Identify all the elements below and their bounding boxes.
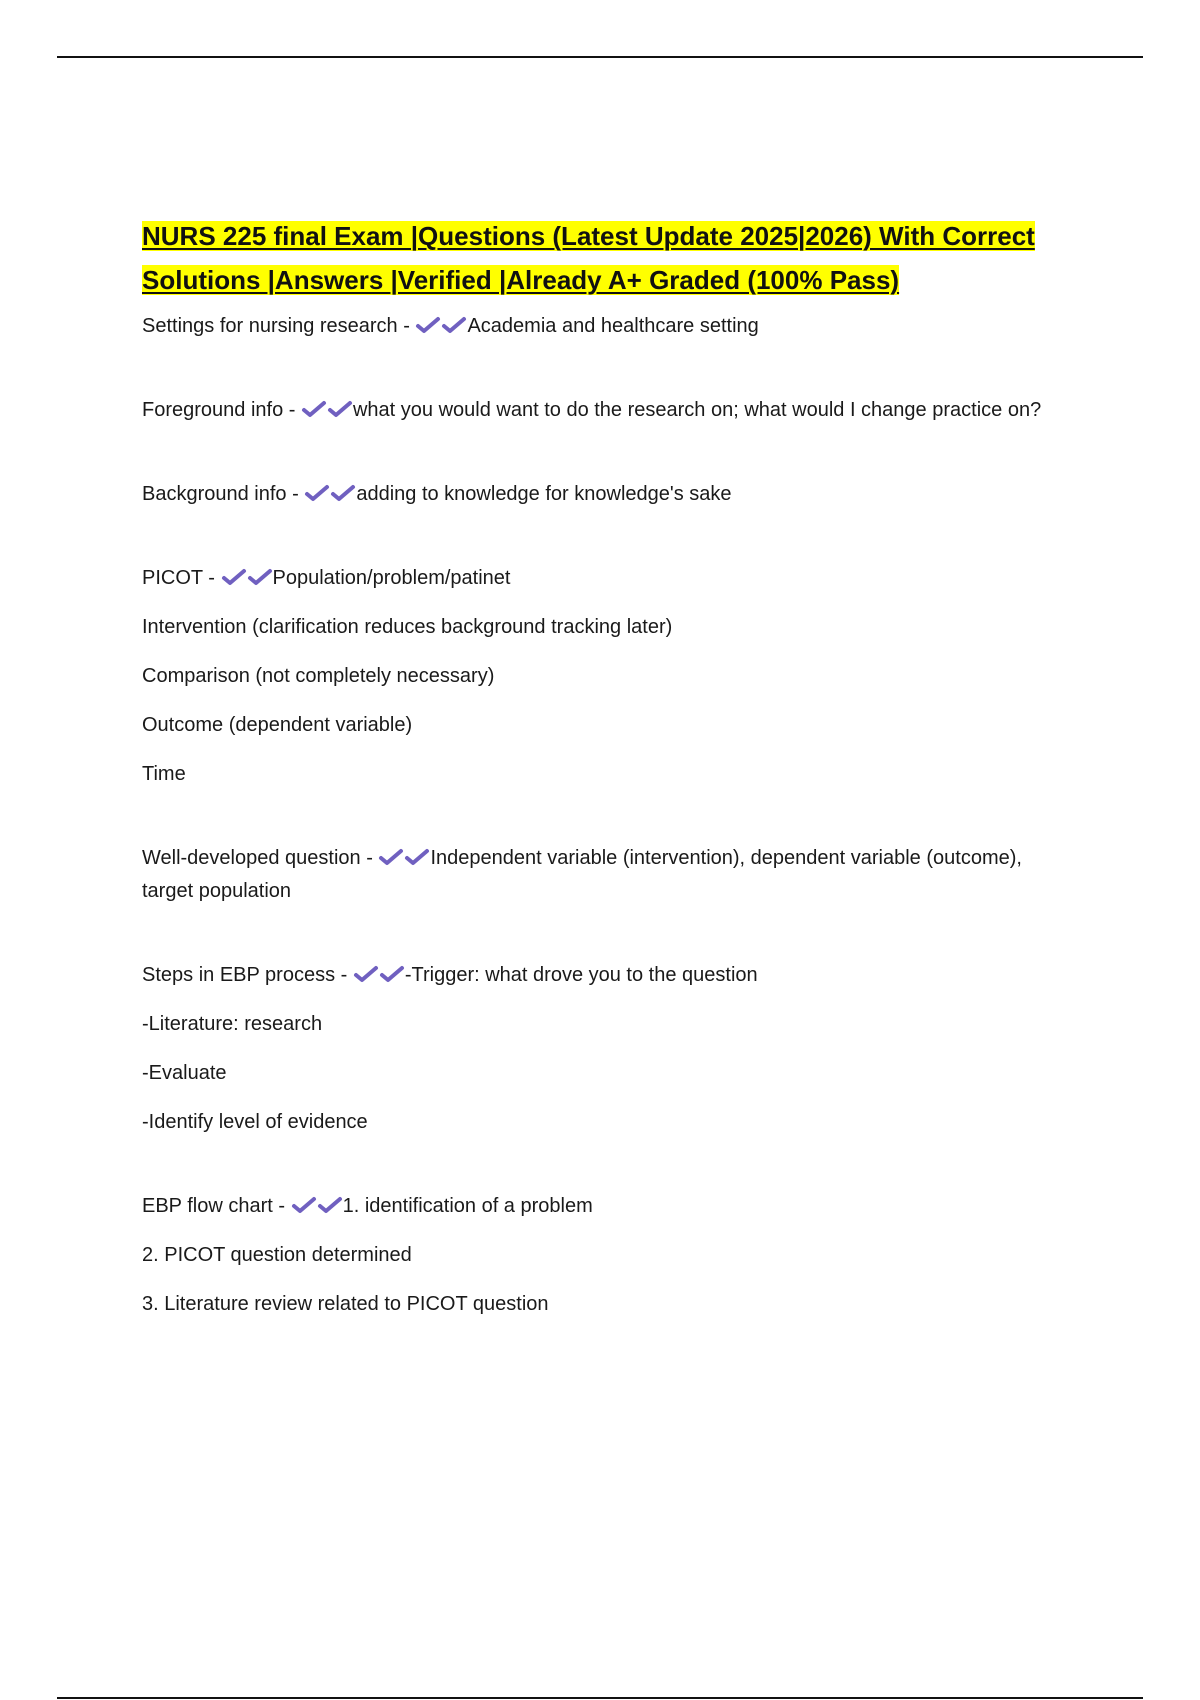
qa-item bbox=[142, 842, 1072, 908]
qa-answer-text: Academia and healthcare setting bbox=[467, 315, 759, 337]
checkmarks bbox=[378, 847, 430, 869]
document-title-text: NURS 225 final Exam |Questions (Latest Update 2025|2026) With Correct Solutions |Answers |Verified |Already A+ Graded (100% Pass) bbox=[142, 221, 1035, 295]
qa-answer-line bbox=[142, 660, 1072, 693]
checkmark-icon bbox=[304, 483, 330, 503]
checkmark-icon bbox=[379, 964, 405, 984]
qa-answer-text: 2. PICOT question determined bbox=[142, 1244, 412, 1266]
qa-term: Background info - bbox=[142, 483, 299, 505]
qa-term: Foreground info - bbox=[142, 399, 296, 421]
qa-answer-text: Intervention (clarification reduces background tracking later) bbox=[142, 616, 673, 638]
qa-answer-text: Independent variable (intervention), dependent variable (outcome), target population bbox=[142, 847, 1022, 902]
checkmark-icon bbox=[221, 567, 247, 587]
qa-answer-text: Time bbox=[142, 763, 186, 785]
qa-question-line bbox=[142, 478, 1072, 511]
qa-answer-text: adding to knowledge for knowledge's sake bbox=[356, 483, 732, 505]
qa-answer-line bbox=[142, 1008, 1072, 1041]
qa-answer-text: -Identify level of evidence bbox=[142, 1111, 368, 1133]
checkmark-icon bbox=[327, 399, 353, 419]
qa-term: PICOT - bbox=[142, 567, 215, 589]
qa-question-line bbox=[142, 959, 1072, 992]
qa-question-line bbox=[142, 1190, 1072, 1223]
checkmark-icon bbox=[353, 964, 379, 984]
qa-answer-text: Outcome (dependent variable) bbox=[142, 714, 413, 736]
qa-answer-text: -Evaluate bbox=[142, 1062, 227, 1084]
qa-question-line bbox=[142, 310, 1072, 343]
checkmark-icon bbox=[291, 1195, 317, 1215]
qa-answer-text: -Literature: research bbox=[142, 1013, 323, 1035]
qa-term: Well-developed question - bbox=[142, 847, 373, 869]
qa-question-line bbox=[142, 394, 1072, 427]
qa-item bbox=[142, 478, 1072, 511]
qa-answer-line bbox=[142, 1239, 1072, 1272]
checkmark-icon bbox=[415, 315, 441, 335]
qa-answer-text: Comparison (not completely necessary) bbox=[142, 665, 495, 687]
qa-term: EBP flow chart - bbox=[142, 1195, 286, 1217]
qa-question-line bbox=[142, 562, 1072, 595]
checkmarks bbox=[221, 567, 273, 589]
qa-item bbox=[142, 310, 1072, 343]
qa-question-line bbox=[142, 842, 1072, 908]
qa-item bbox=[142, 562, 1072, 791]
checkmarks bbox=[304, 483, 356, 505]
checkmarks bbox=[301, 399, 353, 421]
checkmarks bbox=[415, 315, 467, 337]
checkmark-icon bbox=[247, 567, 273, 587]
qa-answer-text: what you would want to do the research on; what would I change practice on? bbox=[352, 399, 1042, 421]
checkmark-icon bbox=[330, 483, 356, 503]
qa-item bbox=[142, 394, 1072, 427]
checkmark-icon bbox=[441, 315, 467, 335]
document-body bbox=[142, 214, 1072, 1372]
qa-answer-line bbox=[142, 709, 1072, 742]
qa-item bbox=[142, 1190, 1072, 1321]
qa-answer-text: 1. identification of a problem bbox=[342, 1195, 593, 1217]
checkmark-icon bbox=[404, 847, 430, 867]
bottom-rule bbox=[57, 1697, 1143, 1699]
qa-answer-line bbox=[142, 1288, 1072, 1321]
qa-answer-text: Population/problem/patinet bbox=[272, 567, 511, 589]
checkmark-icon bbox=[301, 399, 327, 419]
checkmarks bbox=[353, 964, 405, 986]
qa-answer-line bbox=[142, 1106, 1072, 1139]
qa-answer-text: -Trigger: what drove you to the question bbox=[404, 964, 758, 986]
qa-term: Settings for nursing research - bbox=[142, 315, 410, 337]
qa-answer-line bbox=[142, 1057, 1072, 1090]
top-rule bbox=[57, 56, 1143, 58]
checkmark-icon bbox=[378, 847, 404, 867]
qa-term: Steps in EBP process - bbox=[142, 964, 348, 986]
checkmark-icon bbox=[317, 1195, 343, 1215]
qa-answer-line bbox=[142, 611, 1072, 644]
checkmarks bbox=[291, 1195, 343, 1217]
qa-answer-line bbox=[142, 758, 1072, 791]
qa-list bbox=[142, 310, 1072, 1321]
qa-item bbox=[142, 959, 1072, 1139]
document-title bbox=[142, 214, 1072, 302]
qa-answer-text: 3. Literature review related to PICOT question bbox=[142, 1293, 549, 1315]
